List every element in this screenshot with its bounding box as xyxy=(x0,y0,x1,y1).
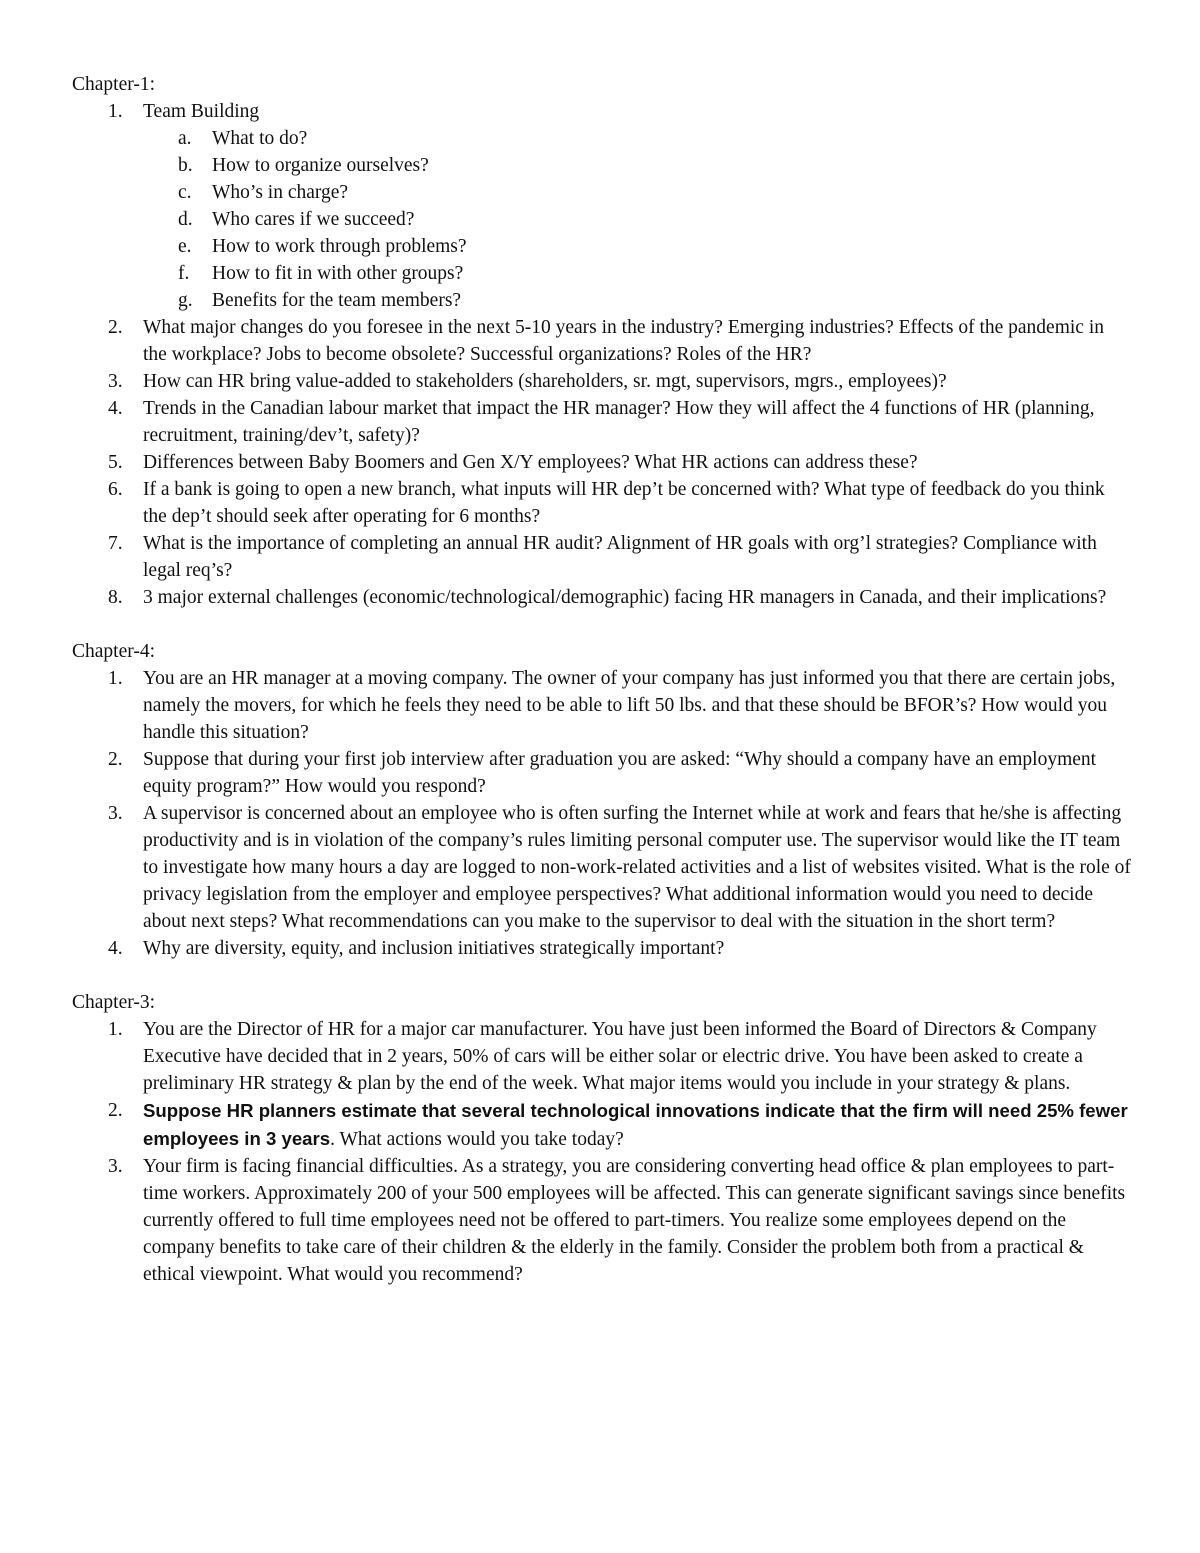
question-number: 6. xyxy=(108,479,123,500)
question-number: 2. xyxy=(108,1100,123,1121)
question-number: 8. xyxy=(108,587,123,608)
sub-question-letter: f. xyxy=(178,263,190,284)
sub-question-item xyxy=(72,125,1132,152)
question-item xyxy=(72,368,1132,395)
question-item xyxy=(72,665,1132,746)
sub-question-item xyxy=(72,260,1132,287)
question-text: Why are diversity, equity, and inclusion initiatives strategically important? xyxy=(143,938,725,959)
question-item xyxy=(72,1153,1132,1288)
question-text: 3 major external challenges (economic/technological/demographic) facing HR managers in Canada, and their implications? xyxy=(143,587,1107,608)
sub-question-letter: c. xyxy=(178,182,192,203)
sub-question-text: Benefits for the team members? xyxy=(212,290,462,311)
question-text: If a bank is going to open a new branch, what inputs will HR dep’t be concerned with? What type of feedback do you think the dep’t should seek after operating for 6 months? xyxy=(143,479,1105,527)
question-text: . What actions would you take today? xyxy=(330,1129,624,1150)
sub-question-text: What to do? xyxy=(212,128,308,149)
question-number: 1. xyxy=(108,1019,123,1040)
question-number: 7. xyxy=(108,533,123,554)
question-item xyxy=(72,449,1132,476)
question-text: Trends in the Canadian labour market that impact the HR manager? How they will affect the 4 functions of HR (planning, recruitment, training/dev’t, safety)? xyxy=(143,398,1095,446)
question-number: 1. xyxy=(108,668,123,689)
question-text: How can HR bring value-added to stakeholders (shareholders, sr. mgt, supervisors, mgrs., employees)? xyxy=(143,371,947,392)
question-number: 4. xyxy=(108,398,123,419)
question-list xyxy=(72,665,1132,962)
sub-question-letter: d. xyxy=(178,209,193,230)
sub-question-item xyxy=(72,287,1132,314)
question-item xyxy=(72,314,1132,368)
sub-question-item xyxy=(72,206,1132,233)
question-list xyxy=(72,1016,1132,1288)
question-text: Team Building xyxy=(143,101,260,122)
question-text: What major changes do you foresee in the next 5-10 years in the industry? Emerging industries? Effects of the pandemic in the workplace? Jobs to become obsolete? Successful organizations? Roles of the HR? xyxy=(143,317,1104,365)
chapter-4-section xyxy=(72,638,1132,962)
sub-question-item xyxy=(72,233,1132,260)
sub-question-text: Who cares if we succeed? xyxy=(212,209,415,230)
question-number: 2. xyxy=(108,317,123,338)
question-item xyxy=(72,530,1132,584)
question-item xyxy=(72,746,1132,800)
question-list xyxy=(72,98,1132,611)
chapter-title: Chapter-4: xyxy=(72,641,155,662)
question-text: A supervisor is concerned about an employee who is often surfing the Internet while at work and fears that he/she is affecting productivity and is in violation of the company’s rules limiting personal computer use. The supervisor would like the IT team to investigate how many hours a day are logged to non-work-related activities and a list of websites visited. What is the role of privacy legislation from the employer and employee perspectives? What additional information would you need to decide about next steps? What recommendations can you make to the supervisor to deal with the situation in the short term? xyxy=(143,803,1131,932)
sub-question-list xyxy=(143,125,1132,314)
sub-question-letter: g. xyxy=(178,290,193,311)
question-text: What is the importance of completing an annual HR audit? Alignment of HR goals with org’l strategies? Compliance with legal req’s? xyxy=(143,533,1097,581)
sub-question-letter: e. xyxy=(178,236,192,257)
question-item xyxy=(72,935,1132,962)
sub-question-text: Who’s in charge? xyxy=(212,182,349,203)
question-number: 5. xyxy=(108,452,123,473)
question-number: 2. xyxy=(108,749,123,770)
question-number: 3. xyxy=(108,803,123,824)
chapter-title: Chapter-3: xyxy=(72,992,155,1013)
question-item xyxy=(72,1016,1132,1097)
sub-question-item xyxy=(72,179,1132,206)
chapter-3-section xyxy=(72,989,1132,1288)
sub-question-text: How to organize ourselves? xyxy=(212,155,429,176)
sub-question-letter: b. xyxy=(178,155,193,176)
question-item xyxy=(72,800,1132,935)
question-item xyxy=(72,584,1132,611)
sub-question-text: How to fit in with other groups? xyxy=(212,263,464,284)
question-number: 1. xyxy=(108,101,123,122)
question-number: 3. xyxy=(108,1156,123,1177)
sub-question-text: How to work through problems? xyxy=(212,236,467,257)
question-text: You are the Director of HR for a major car manufacturer. You have just been informed the Board of Directors & Company Executive have decided that in 2 years, 50% of cars will be either solar or electric drive. You have been asked to create a preliminary HR strategy & plan by the end of the week. What major items would you include in your strategy & plans. xyxy=(143,1019,1097,1094)
question-item xyxy=(72,476,1132,530)
chapter-1-section xyxy=(72,71,1132,611)
question-text: Suppose that during your first job interview after graduation you are asked: “Why should a company have an employment equity program?” How would you respond? xyxy=(143,749,1097,797)
question-text: Your firm is facing financial difficulties. As a strategy, you are considering converting head office & plan employees to part-time workers. Approximately 200 of your 500 employees will be affected. This can generate significant savings since benefits currently offered to full time employees need not be offered to part-timers. You realize some employees depend on the company benefits to take care of their children & the elderly in the family. Consider the problem both from a practical & ethical viewpoint. What would you recommend? xyxy=(143,1156,1126,1285)
question-number: 4. xyxy=(108,938,123,959)
question-bold-text: Suppose HR planners estimate that several technological innovations indicate that the firm will need 25% fewer employees in 3 years xyxy=(143,1100,1128,1149)
question-number: 3. xyxy=(108,371,123,392)
chapter-title: Chapter-1: xyxy=(72,74,155,95)
question-item xyxy=(72,1097,1132,1153)
question-text: You are an HR manager at a moving company. The owner of your company has just informed you that there are certain jobs, namely the movers, for which he feels they need to be able to lift 50 lbs. and that these should be BFOR’s? How would you handle this situation? xyxy=(143,668,1116,743)
sub-question-letter: a. xyxy=(178,128,192,149)
document-page xyxy=(72,71,1132,1315)
sub-question-item xyxy=(72,152,1132,179)
question-item xyxy=(72,395,1132,449)
question-item xyxy=(72,98,1132,314)
question-text: Differences between Baby Boomers and Gen X/Y employees? What HR actions can address these? xyxy=(143,452,918,473)
